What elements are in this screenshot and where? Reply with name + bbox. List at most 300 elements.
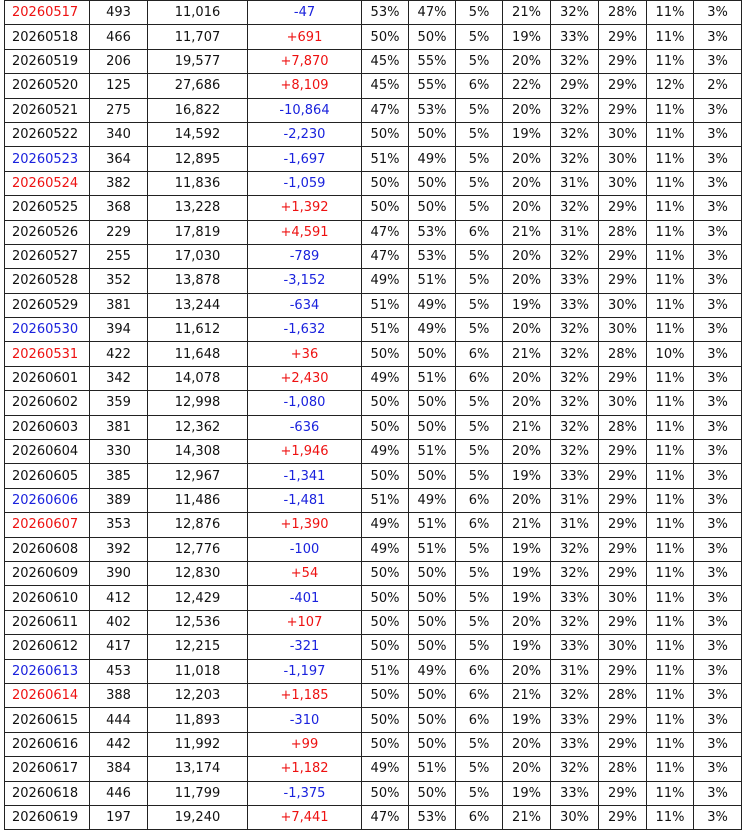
table-row (5, 415, 742, 439)
total-cell: 11,992 (148, 732, 248, 756)
pct-cell-1: 51% (362, 488, 409, 512)
pct-cell-6: 29% (599, 74, 647, 98)
count-cell: 353 (90, 513, 148, 537)
pct-cell-4: 20% (503, 659, 551, 683)
pct-cell-4: 20% (503, 49, 551, 73)
pct-cell-6: 28% (599, 220, 647, 244)
date-cell: 20260607 (5, 513, 90, 537)
pct-cell-6: 29% (599, 366, 647, 390)
diff-cell: -10,864 (248, 98, 362, 122)
pct-cell-2: 50% (409, 196, 456, 220)
pct-cell-3: 5% (456, 171, 503, 195)
count-cell: 444 (90, 708, 148, 732)
pct-cell-2: 53% (409, 244, 456, 268)
pct-cell-5: 29% (551, 74, 599, 98)
table-row (5, 25, 742, 49)
pct-cell-5: 33% (551, 25, 599, 49)
pct-cell-6: 29% (599, 98, 647, 122)
pct-cell-8: 3% (694, 683, 742, 707)
pct-cell-1: 49% (362, 537, 409, 561)
pct-cell-5: 32% (551, 757, 599, 781)
table-row (5, 561, 742, 585)
pct-cell-4: 20% (503, 171, 551, 195)
pct-cell-4: 20% (503, 732, 551, 756)
pct-cell-2: 50% (409, 781, 456, 805)
pct-cell-6: 28% (599, 683, 647, 707)
pct-cell-5: 32% (551, 98, 599, 122)
count-cell: 125 (90, 74, 148, 98)
diff-cell: -401 (248, 586, 362, 610)
pct-cell-1: 49% (362, 757, 409, 781)
date-cell: 20260602 (5, 391, 90, 415)
date-cell: 20260615 (5, 708, 90, 732)
pct-cell-7: 11% (647, 781, 694, 805)
pct-cell-2: 53% (409, 220, 456, 244)
pct-cell-1: 49% (362, 366, 409, 390)
total-cell: 13,878 (148, 269, 248, 293)
date-cell: 20260608 (5, 537, 90, 561)
table-row (5, 269, 742, 293)
pct-cell-3: 5% (456, 269, 503, 293)
pct-cell-8: 3% (694, 220, 742, 244)
pct-cell-8: 3% (694, 732, 742, 756)
pct-cell-8: 3% (694, 122, 742, 146)
pct-cell-4: 20% (503, 757, 551, 781)
pct-cell-4: 19% (503, 561, 551, 585)
pct-cell-6: 28% (599, 1, 647, 25)
pct-cell-2: 49% (409, 147, 456, 171)
pct-cell-2: 51% (409, 366, 456, 390)
pct-cell-1: 50% (362, 732, 409, 756)
table-row (5, 586, 742, 610)
pct-cell-1: 49% (362, 440, 409, 464)
pct-cell-7: 11% (647, 171, 694, 195)
count-cell: 197 (90, 805, 148, 829)
date-cell: 20260617 (5, 757, 90, 781)
pct-cell-5: 32% (551, 415, 599, 439)
pct-cell-2: 51% (409, 513, 456, 537)
table-row (5, 610, 742, 634)
pct-cell-7: 11% (647, 488, 694, 512)
table-row (5, 537, 742, 561)
pct-cell-7: 11% (647, 513, 694, 537)
total-cell: 11,016 (148, 1, 248, 25)
pct-cell-6: 29% (599, 25, 647, 49)
total-cell: 12,429 (148, 586, 248, 610)
pct-cell-4: 19% (503, 25, 551, 49)
diff-cell: +1,392 (248, 196, 362, 220)
diff-cell: -321 (248, 635, 362, 659)
count-cell: 390 (90, 561, 148, 585)
count-cell: 392 (90, 537, 148, 561)
count-cell: 340 (90, 122, 148, 146)
pct-cell-7: 11% (647, 464, 694, 488)
pct-cell-3: 6% (456, 366, 503, 390)
pct-cell-8: 3% (694, 586, 742, 610)
count-cell: 206 (90, 49, 148, 73)
diff-cell: -100 (248, 537, 362, 561)
date-cell: 20260606 (5, 488, 90, 512)
table-row (5, 220, 742, 244)
pct-cell-3: 6% (456, 659, 503, 683)
pct-cell-3: 6% (456, 683, 503, 707)
pct-cell-8: 3% (694, 781, 742, 805)
pct-cell-7: 11% (647, 610, 694, 634)
pct-cell-3: 5% (456, 122, 503, 146)
pct-cell-8: 3% (694, 269, 742, 293)
total-cell: 14,078 (148, 366, 248, 390)
pct-cell-7: 11% (647, 196, 694, 220)
date-cell: 20260526 (5, 220, 90, 244)
pct-cell-5: 32% (551, 610, 599, 634)
count-cell: 342 (90, 366, 148, 390)
count-cell: 381 (90, 415, 148, 439)
pct-cell-3: 5% (456, 464, 503, 488)
pct-cell-3: 5% (456, 25, 503, 49)
total-cell: 12,967 (148, 464, 248, 488)
pct-cell-1: 51% (362, 147, 409, 171)
total-cell: 14,308 (148, 440, 248, 464)
pct-cell-8: 3% (694, 244, 742, 268)
pct-cell-4: 19% (503, 586, 551, 610)
total-cell: 14,592 (148, 122, 248, 146)
date-cell: 20260521 (5, 98, 90, 122)
pct-cell-6: 29% (599, 464, 647, 488)
pct-cell-2: 53% (409, 805, 456, 829)
pct-cell-8: 2% (694, 74, 742, 98)
pct-cell-1: 47% (362, 220, 409, 244)
pct-cell-2: 50% (409, 732, 456, 756)
pct-cell-7: 11% (647, 635, 694, 659)
date-cell: 20260614 (5, 683, 90, 707)
pct-cell-2: 50% (409, 586, 456, 610)
pct-cell-2: 50% (409, 610, 456, 634)
diff-cell: -1,375 (248, 781, 362, 805)
pct-cell-5: 31% (551, 659, 599, 683)
pct-cell-2: 51% (409, 757, 456, 781)
pct-cell-8: 3% (694, 196, 742, 220)
pct-cell-6: 29% (599, 610, 647, 634)
date-cell: 20260527 (5, 244, 90, 268)
table-row (5, 74, 742, 98)
pct-cell-6: 30% (599, 635, 647, 659)
pct-cell-7: 11% (647, 659, 694, 683)
count-cell: 493 (90, 1, 148, 25)
pct-cell-4: 19% (503, 293, 551, 317)
diff-cell: +7,870 (248, 49, 362, 73)
diff-cell: -3,152 (248, 269, 362, 293)
pct-cell-1: 50% (362, 342, 409, 366)
pct-cell-3: 6% (456, 342, 503, 366)
pct-cell-2: 50% (409, 708, 456, 732)
total-cell: 16,822 (148, 98, 248, 122)
pct-cell-1: 51% (362, 659, 409, 683)
pct-cell-5: 33% (551, 781, 599, 805)
count-cell: 381 (90, 293, 148, 317)
pct-cell-6: 30% (599, 171, 647, 195)
pct-cell-1: 50% (362, 464, 409, 488)
pct-cell-1: 50% (362, 122, 409, 146)
date-cell: 20260613 (5, 659, 90, 683)
pct-cell-6: 28% (599, 757, 647, 781)
pct-cell-4: 20% (503, 366, 551, 390)
total-cell: 13,174 (148, 757, 248, 781)
pct-cell-4: 20% (503, 147, 551, 171)
pct-cell-8: 3% (694, 98, 742, 122)
pct-cell-7: 11% (647, 757, 694, 781)
pct-cell-8: 3% (694, 440, 742, 464)
pct-cell-4: 21% (503, 805, 551, 829)
count-cell: 389 (90, 488, 148, 512)
pct-cell-3: 6% (456, 805, 503, 829)
total-cell: 11,648 (148, 342, 248, 366)
pct-cell-1: 47% (362, 98, 409, 122)
diff-cell: -1,197 (248, 659, 362, 683)
pct-cell-7: 12% (647, 74, 694, 98)
pct-cell-3: 6% (456, 220, 503, 244)
table-row (5, 147, 742, 171)
pct-cell-6: 29% (599, 440, 647, 464)
date-cell: 20260609 (5, 561, 90, 585)
pct-cell-1: 49% (362, 513, 409, 537)
pct-cell-7: 11% (647, 561, 694, 585)
pct-cell-1: 50% (362, 171, 409, 195)
pct-cell-7: 11% (647, 293, 694, 317)
pct-cell-1: 50% (362, 635, 409, 659)
pct-cell-6: 29% (599, 805, 647, 829)
pct-cell-3: 5% (456, 293, 503, 317)
pct-cell-3: 5% (456, 244, 503, 268)
pct-cell-7: 11% (647, 49, 694, 73)
pct-cell-4: 20% (503, 610, 551, 634)
pct-cell-3: 6% (456, 513, 503, 537)
count-cell: 402 (90, 610, 148, 634)
pct-cell-8: 3% (694, 147, 742, 171)
pct-cell-7: 11% (647, 805, 694, 829)
total-cell: 12,203 (148, 683, 248, 707)
table-row (5, 708, 742, 732)
pct-cell-8: 3% (694, 25, 742, 49)
date-cell: 20260531 (5, 342, 90, 366)
pct-cell-4: 19% (503, 122, 551, 146)
pct-cell-3: 5% (456, 415, 503, 439)
pct-cell-3: 5% (456, 318, 503, 342)
pct-cell-3: 5% (456, 440, 503, 464)
pct-cell-5: 32% (551, 342, 599, 366)
pct-cell-5: 33% (551, 269, 599, 293)
pct-cell-6: 29% (599, 488, 647, 512)
pct-cell-8: 3% (694, 635, 742, 659)
diff-cell: +2,430 (248, 366, 362, 390)
pct-cell-6: 29% (599, 708, 647, 732)
table-row (5, 805, 742, 829)
pct-cell-8: 3% (694, 464, 742, 488)
pct-cell-2: 49% (409, 488, 456, 512)
pct-cell-5: 32% (551, 440, 599, 464)
pct-cell-4: 20% (503, 318, 551, 342)
pct-cell-5: 31% (551, 220, 599, 244)
date-cell: 20260530 (5, 318, 90, 342)
pct-cell-8: 3% (694, 561, 742, 585)
pct-cell-7: 11% (647, 25, 694, 49)
pct-cell-2: 49% (409, 318, 456, 342)
pct-cell-2: 51% (409, 269, 456, 293)
date-cell: 20260524 (5, 171, 90, 195)
count-cell: 330 (90, 440, 148, 464)
pct-cell-7: 11% (647, 244, 694, 268)
pct-cell-4: 20% (503, 488, 551, 512)
pct-cell-1: 50% (362, 391, 409, 415)
pct-cell-2: 55% (409, 74, 456, 98)
count-cell: 446 (90, 781, 148, 805)
pct-cell-1: 50% (362, 683, 409, 707)
count-cell: 394 (90, 318, 148, 342)
pct-cell-2: 50% (409, 561, 456, 585)
pct-cell-6: 30% (599, 391, 647, 415)
pct-cell-5: 32% (551, 683, 599, 707)
pct-cell-7: 11% (647, 440, 694, 464)
pct-cell-4: 20% (503, 244, 551, 268)
pct-cell-5: 32% (551, 1, 599, 25)
total-cell: 27,686 (148, 74, 248, 98)
table-row (5, 366, 742, 390)
total-cell: 11,707 (148, 25, 248, 49)
pct-cell-3: 5% (456, 610, 503, 634)
pct-cell-2: 50% (409, 171, 456, 195)
pct-cell-4: 20% (503, 98, 551, 122)
pct-cell-3: 5% (456, 49, 503, 73)
pct-cell-8: 3% (694, 1, 742, 25)
date-cell: 20260518 (5, 25, 90, 49)
pct-cell-4: 19% (503, 537, 551, 561)
table-row (5, 244, 742, 268)
pct-cell-7: 11% (647, 732, 694, 756)
pct-cell-1: 50% (362, 781, 409, 805)
pct-cell-2: 47% (409, 1, 456, 25)
total-cell: 12,830 (148, 561, 248, 585)
pct-cell-3: 5% (456, 147, 503, 171)
diff-cell: -1,341 (248, 464, 362, 488)
pct-cell-8: 3% (694, 708, 742, 732)
pct-cell-1: 51% (362, 293, 409, 317)
total-cell: 19,577 (148, 49, 248, 73)
date-cell: 20260517 (5, 1, 90, 25)
pct-cell-6: 29% (599, 537, 647, 561)
pct-cell-4: 21% (503, 220, 551, 244)
table-row (5, 122, 742, 146)
pct-cell-1: 53% (362, 1, 409, 25)
date-cell: 20260523 (5, 147, 90, 171)
pct-cell-8: 3% (694, 610, 742, 634)
pct-cell-2: 50% (409, 464, 456, 488)
pct-cell-7: 11% (647, 122, 694, 146)
pct-cell-5: 30% (551, 805, 599, 829)
date-cell: 20260525 (5, 196, 90, 220)
table-row (5, 342, 742, 366)
diff-cell: -1,697 (248, 147, 362, 171)
pct-cell-5: 33% (551, 732, 599, 756)
pct-cell-4: 20% (503, 269, 551, 293)
date-cell: 20260605 (5, 464, 90, 488)
diff-cell: -47 (248, 1, 362, 25)
count-cell: 229 (90, 220, 148, 244)
pct-cell-5: 31% (551, 488, 599, 512)
pct-cell-8: 3% (694, 49, 742, 73)
pct-cell-8: 3% (694, 366, 742, 390)
table-row (5, 391, 742, 415)
pct-cell-6: 29% (599, 513, 647, 537)
pct-cell-3: 5% (456, 586, 503, 610)
pct-cell-1: 51% (362, 318, 409, 342)
pct-cell-8: 3% (694, 415, 742, 439)
table-row (5, 513, 742, 537)
pct-cell-6: 29% (599, 244, 647, 268)
diff-cell: +1,946 (248, 440, 362, 464)
pct-cell-5: 31% (551, 171, 599, 195)
pct-cell-6: 29% (599, 732, 647, 756)
table-row (5, 683, 742, 707)
count-cell: 352 (90, 269, 148, 293)
pct-cell-5: 33% (551, 708, 599, 732)
table-row (5, 318, 742, 342)
pct-cell-7: 11% (647, 220, 694, 244)
table-row (5, 781, 742, 805)
total-cell: 12,998 (148, 391, 248, 415)
pct-cell-7: 11% (647, 683, 694, 707)
pct-cell-8: 3% (694, 342, 742, 366)
pct-cell-4: 19% (503, 708, 551, 732)
total-cell: 11,486 (148, 488, 248, 512)
pct-cell-8: 3% (694, 171, 742, 195)
pct-cell-6: 28% (599, 415, 647, 439)
total-cell: 12,776 (148, 537, 248, 561)
pct-cell-6: 28% (599, 342, 647, 366)
total-cell: 12,876 (148, 513, 248, 537)
pct-cell-1: 45% (362, 49, 409, 73)
pct-cell-1: 50% (362, 415, 409, 439)
count-cell: 453 (90, 659, 148, 683)
pct-cell-7: 11% (647, 269, 694, 293)
diff-cell: +7,441 (248, 805, 362, 829)
pct-cell-6: 30% (599, 147, 647, 171)
count-cell: 382 (90, 171, 148, 195)
pct-cell-1: 50% (362, 586, 409, 610)
pct-cell-5: 33% (551, 586, 599, 610)
pct-cell-8: 3% (694, 293, 742, 317)
pct-cell-3: 5% (456, 757, 503, 781)
count-cell: 417 (90, 635, 148, 659)
pct-cell-3: 5% (456, 781, 503, 805)
diff-cell: +691 (248, 25, 362, 49)
table-row (5, 659, 742, 683)
date-cell: 20260618 (5, 781, 90, 805)
pct-cell-1: 50% (362, 25, 409, 49)
pct-cell-7: 11% (647, 147, 694, 171)
table-row (5, 732, 742, 756)
pct-cell-5: 32% (551, 391, 599, 415)
total-cell: 17,030 (148, 244, 248, 268)
count-cell: 442 (90, 732, 148, 756)
pct-cell-4: 19% (503, 781, 551, 805)
pct-cell-5: 33% (551, 464, 599, 488)
pct-cell-3: 5% (456, 537, 503, 561)
pct-cell-6: 29% (599, 269, 647, 293)
diff-cell: +107 (248, 610, 362, 634)
diff-cell: -1,632 (248, 318, 362, 342)
pct-cell-2: 50% (409, 391, 456, 415)
pct-cell-3: 5% (456, 1, 503, 25)
pct-cell-7: 11% (647, 366, 694, 390)
